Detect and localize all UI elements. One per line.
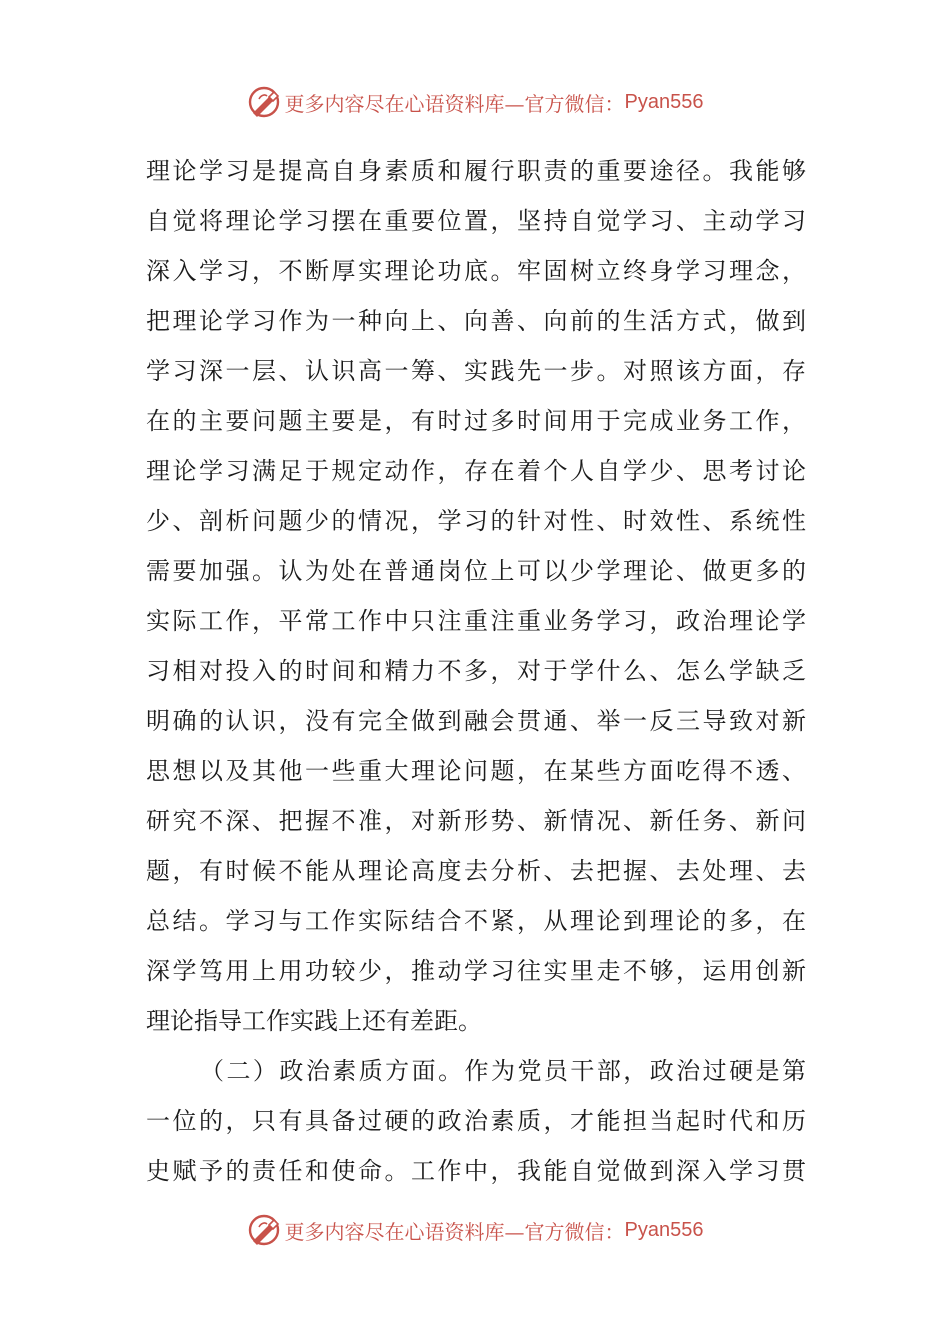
pen-nib-logo-icon [247, 85, 281, 119]
body-line: 实际工作，平常工作中只注重注重业务学习，政治理论学 [146, 607, 806, 635]
body-line: 明确的认识，没有完全做到融会贯通、举一反三导致对新 [146, 707, 806, 735]
document-body [146, 146, 806, 1196]
banner-wechat-id: Pyan556 [624, 90, 704, 113]
body-line: 把理论学习作为一种向上、向善、向前的生活方式，做到 [146, 307, 806, 335]
body-line: 一位的，只有具备过硬的政治素质，才能担当起时代和历 [146, 1107, 806, 1135]
header-banner [0, 82, 950, 122]
body-line: 思想以及其他一些重大理论问题，在某些方面吃得不透、 [146, 757, 806, 785]
banner-slogan: 更多内容尽在心语资料库— [284, 91, 525, 116]
body-line: 在的主要问题主要是，有时过多时间用于完成业务工作， [146, 407, 806, 435]
body-line: 总结。学习与工作实际结合不紧，从理论到理论的多，在 [146, 907, 806, 935]
banner-slogan: 更多内容尽在心语资料库— [284, 1219, 525, 1244]
body-line: 研究不深、把握不准，对新形势、新情况、新任务、新问 [146, 807, 806, 835]
body-line: 深学笃用上用功较少，推动学习往实里走不够，运用创新 [146, 957, 806, 985]
body-line: 自觉将理论学习摆在重要位置，坚持自觉学习、主动学习 [146, 207, 806, 235]
body-line: 学习深一层、认识高一筹、实践先一步。对照该方面，存 [146, 357, 806, 385]
body-line: 史赋予的责任和使命。工作中，我能自觉做到深入学习贯 [146, 1157, 806, 1185]
body-line: 题，有时候不能从理论高度去分析、去把握、去处理、去 [146, 857, 806, 885]
section-heading-line: （二）政治素质方面。作为党员干部，政治过硬是第 [200, 1057, 806, 1085]
pen-nib-logo-icon [247, 1213, 281, 1247]
body-line: 理论学习满足于规定动作，存在着个人自学少、思考讨论 [146, 457, 806, 485]
body-line-paragraph-end: 理论指导工作实践上还有差距。 [146, 1007, 482, 1035]
body-line: 习相对投入的时间和精力不多，对于学什么、怎么学缺乏 [146, 657, 806, 685]
body-line: 少、剖析问题少的情况，学习的针对性、时效性、系统性 [146, 507, 806, 535]
banner-wechat-label: 官方微信： [524, 91, 625, 116]
body-line: 需要加强。认为处在普通岗位上可以少学理论、做更多的 [146, 557, 806, 585]
body-line: 深入学习，不断厚实理论功底。牢固树立终身学习理念， [146, 257, 806, 285]
banner-wechat-label: 官方微信： [524, 1219, 625, 1244]
body-line: 理论学习是提高自身素质和履行职责的重要途径。我能够 [146, 157, 806, 185]
banner-wechat-id: Pyan556 [624, 1218, 704, 1241]
footer-banner [0, 1210, 950, 1250]
